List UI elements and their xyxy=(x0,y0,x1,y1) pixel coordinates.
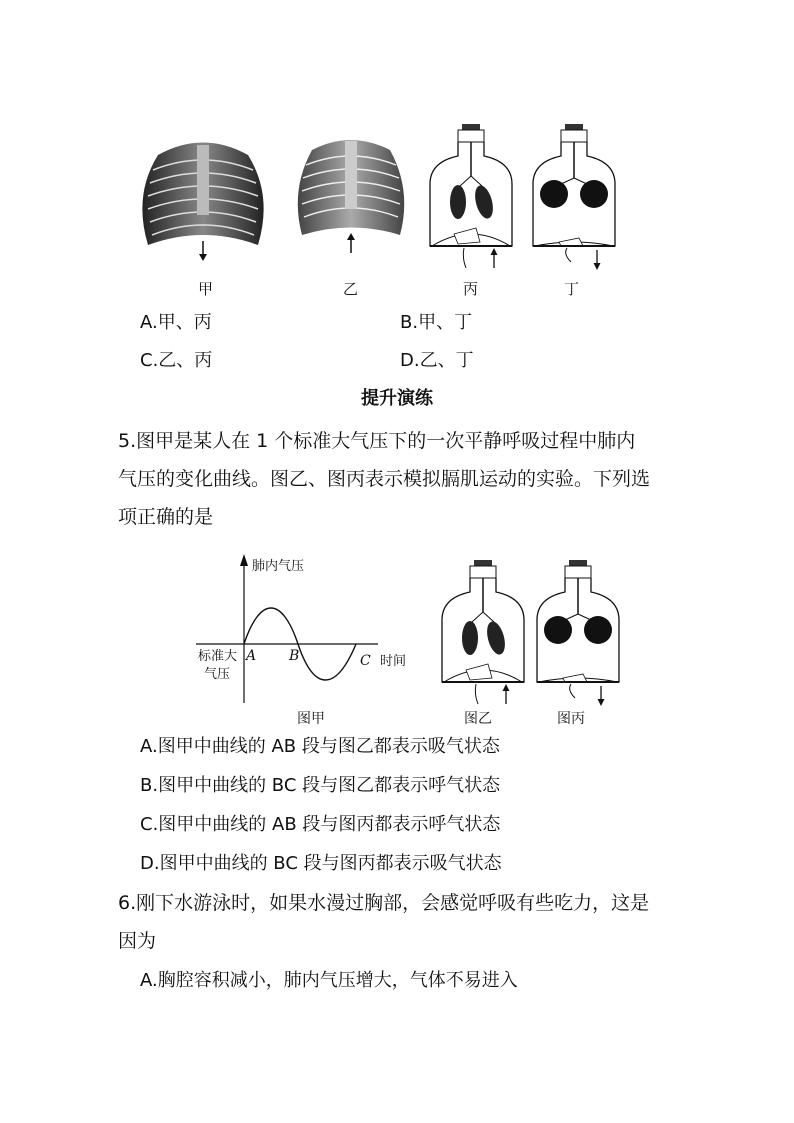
fig-label-ding: 丁 xyxy=(564,280,580,298)
q5-option-b[interactable]: B.图甲中曲线的 BC 段与图乙都表示呼气状态 xyxy=(140,775,501,796)
fig-label-tujia: 图甲 xyxy=(297,711,325,727)
ribcage-figure-jia xyxy=(138,135,268,265)
section-heading: 提升演练 xyxy=(361,388,433,409)
point-b-label: B xyxy=(289,648,300,664)
bell-jar-model-bing-q5 xyxy=(531,558,625,706)
bell-jar-model-bing xyxy=(424,122,518,270)
q5-stem-line-2: 气压的变化曲线。图乙、图丙表示模拟膈肌运动的实验。下列选 xyxy=(118,468,651,490)
baseline-label-1: 标准大 xyxy=(198,649,238,664)
point-c-label: C xyxy=(360,653,371,669)
q4-option-b[interactable]: B.甲、丁 xyxy=(400,312,473,333)
y-axis-label: 肺内气压 xyxy=(252,559,305,574)
bell-jar-model-ding xyxy=(527,122,621,270)
q5-stem-line-1: 5.图甲是某人在 1 个标准大气压下的一次平静呼吸过程中肺内 xyxy=(118,430,636,452)
fig-label-bing: 丙 xyxy=(463,280,479,298)
q5-option-c[interactable]: C.图甲中曲线的 AB 段与图丙都表示呼气状态 xyxy=(140,814,501,835)
y-axis-arrow xyxy=(240,554,248,566)
ribcage-figure-yi xyxy=(292,135,410,265)
baseline-label-2: 气压 xyxy=(204,667,231,682)
q4-option-a[interactable]: A.甲、丙 xyxy=(140,312,212,333)
q6-stem-line-1: 6.刚下水游泳时，如果水漫过胸部，会感觉呼吸有些吃力，这是 xyxy=(118,892,650,914)
q5-option-a[interactable]: A.图甲中曲线的 AB 段与图乙都表示吸气状态 xyxy=(140,736,500,757)
pressure-graph xyxy=(196,548,416,706)
q6-option-a[interactable]: A.胸腔容积减小，肺内气压增大，气体不易进入 xyxy=(140,970,518,991)
q6-stem-line-2: 因为 xyxy=(118,930,157,952)
fig-label-jia: 甲 xyxy=(198,280,214,298)
fig-label-tubing: 图丙 xyxy=(557,711,585,727)
fig-label-tuyi: 图乙 xyxy=(464,711,492,727)
q4-option-c[interactable]: C.乙、丙 xyxy=(140,350,213,371)
q5-stem-line-3: 项正确的是 xyxy=(118,506,214,528)
q5-option-d[interactable]: D.图甲中曲线的 BC 段与图丙都表示吸气状态 xyxy=(140,853,502,874)
q4-option-d[interactable]: D.乙、丁 xyxy=(400,350,474,371)
bell-jar-model-yi xyxy=(436,558,530,706)
point-a-label: A xyxy=(246,648,257,664)
fig-label-yi: 乙 xyxy=(343,280,359,298)
x-axis-label: 时间 xyxy=(380,654,407,669)
